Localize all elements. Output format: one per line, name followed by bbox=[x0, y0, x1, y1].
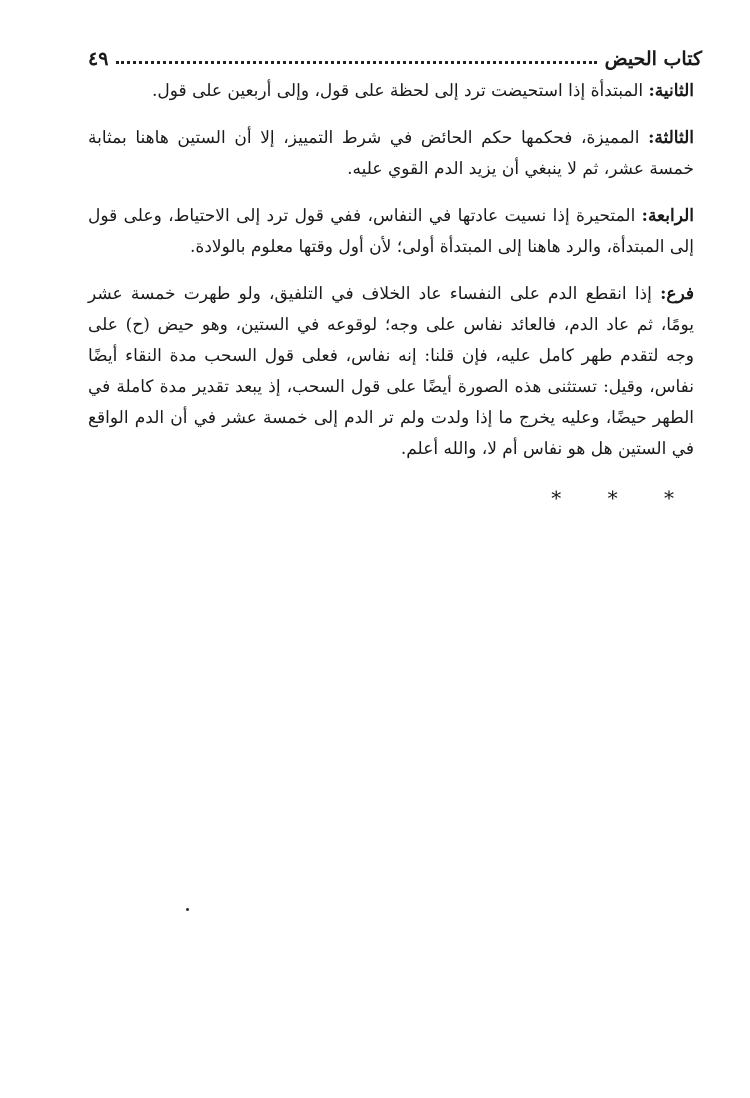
page-header bbox=[88, 40, 702, 70]
ink-speck bbox=[186, 908, 189, 911]
paragraph-text: إذا انقطع الدم على النفساء عاد الخلاف في التلفيق، ولو طهرت خمسة عشر يومًا، ثم عاد الدم، فالعائد نفاس على وجه؛ لوقوعه في الستين، وهو حيض (ح) على وجه لتقدم طهر كامل عليه، فإن قلنا: إنه نفاس، فعلى قول السحب مدة النقاء أيضًا نفاس، وقيل: تستثنى هذه الصورة أيضًا على قول السحب، إذ يبعد تقدير مدة كاملة في الطهر حيضًا، وعليه يخرج ما إذا ولدت ولم تر الدم إلى خمسة عشر في أن الدم الواقع في الستين هل هو نفاس أم لا، والله أعلم. bbox=[88, 284, 694, 459]
paragraph-lead: الثالثة: bbox=[648, 128, 694, 148]
paragraph-second bbox=[88, 76, 694, 107]
section-end-stars: * * * bbox=[551, 486, 694, 510]
paragraph-text: المتحيرة إذا نسيت عادتها في النفاس، ففي قول ترد إلى الاحتياط، وعلى قول إلى المبتدأة، والرد هاهنا إلى المبتدأة أولى؛ لأن أول وقتها معلوم بالولادة. bbox=[88, 206, 694, 257]
page-number: ٤٩ bbox=[88, 48, 109, 70]
paragraph-third bbox=[88, 123, 694, 185]
paragraph-lead: فرع: bbox=[660, 284, 694, 304]
body-text bbox=[88, 76, 694, 514]
running-title: كتاب الحيض bbox=[604, 48, 702, 70]
paragraph-lead: الرابعة: bbox=[641, 206, 694, 226]
paragraph-text: المميزة، فحكمها حكم الحائض في شرط التمييز، إلا أن الستين هاهنا بمثابة خمسة عشر، ثم لا ينبغي أن يزيد الدم القوي عليه. bbox=[88, 128, 694, 179]
paragraph-branch bbox=[88, 279, 694, 465]
dotted-leader bbox=[116, 61, 596, 64]
paragraph-lead: الثانية: bbox=[648, 81, 694, 101]
paragraph-fourth bbox=[88, 201, 694, 263]
paragraph-text: المبتدأة إذا استحيضت ترد إلى لحظة على قول، وإلى أربعين على قول. bbox=[152, 81, 649, 101]
